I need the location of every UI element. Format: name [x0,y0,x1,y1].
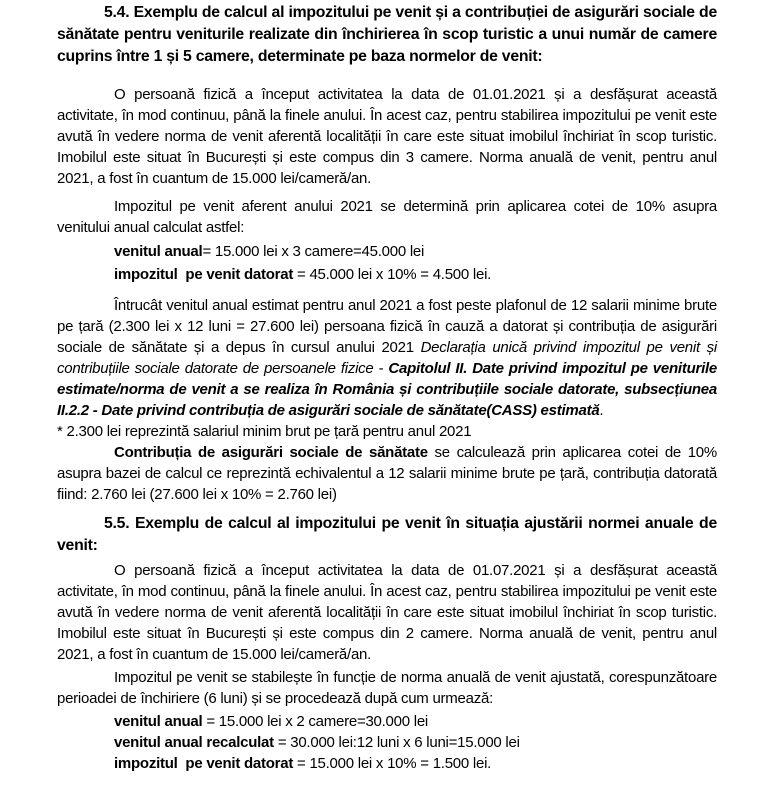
formula-label: venitul anual recalculat [114,734,274,751]
section-5-4-cass-paragraph [57,295,717,421]
section-5-5-intro-paragraph: O persoană fizică a început activitatea la data de 01.07.2021 și a desfășurat această activitate, în mod continuu, până la finele anului. În acest caz, pentru stabilirea impozitului pe venit este avută în vedere norma de venit aferentă localității în care este situat imobilul închiriat în scop turistic. Imobilul este situat în București și este compus din 2 camere. Norma anuală de venit, pentru anul 2021, a fost în cuantum de 15.000 lei/cameră/an. [57,562,717,663]
cass-declaration-title: Declarația unică privind impozitul pe venit și contribuțiile sociale datorate de persoanele fizice [57,339,717,377]
cass-text-normal: Întrucât venitul anual estimat pentru anul 2021 a fost peste plafonul de 12 salarii minime brute pe țară (2.300 lei x 12 luni = 27.600 lei) persoana fizică în cauză a datorat și contribuția de asigurări sociale de sănătate și a depus în cursul anului 2021 [57,297,717,356]
cass-contribution-text: se calculează prin aplicarea cotei de 10% asupra bazei de calcul ce reprezintă echivalentul a 12 salarii minime brute pe țară, contribuția datorată fiind: 2.760 lei (27.600 lei x 10% = 2.760 lei) [57,444,717,503]
section-5-5-tax-paragraph: Impozitul pe venit se stabilește în funcție de norma anuală de venit ajustată, corespunzătoare perioadei de închiriere (6 luni) și se procedează după cum urmează: [57,669,717,707]
formula-value: = 15.000 lei x 3 camere=45.000 lei [202,243,425,260]
section-5-5-heading: 5.5. Exemplu de calcul al impozitului pe venit în situația ajustării normei anuale de venit: [57,515,717,554]
section-5-4-tax-paragraph: Impozitul pe venit aferent anului 2021 se determină prin aplicarea cotei de 10% asupra venitului anual calculat astfel: [57,198,717,236]
formula-venit-recalculat-5-5 [114,732,717,753]
formula-venit-anual-5-4 [114,240,717,263]
cass-period: . [599,402,604,419]
formula-label: impozitul pe venit datorat [114,266,294,283]
formula-value: = 15.000 lei x 2 camere=30.000 lei [202,713,429,730]
formula-impozit-datorat-5-4 [114,263,717,286]
cass-chapter-reference: Capitolul II. Date privind impozitul pe veniturile estimate/norma de venit a se realiza în România și contribuțiile sociale datorate, subsecțiunea II.2.2 - Date privind contribuția de asigurări sociale de sănătate(CASS) estimată [57,360,717,419]
formula-label: venitul anual [114,243,203,260]
formula-value: = 15.000 lei x 10% = 1.500 lei. [293,755,492,772]
formula-venit-anual-5-5 [114,711,717,732]
formula-label: impozitul pe venit datorat [114,755,294,772]
cass-separator: - [373,360,389,377]
formula-value: = 45.000 lei x 10% = 4.500 lei. [293,266,492,283]
formula-label: venitul anual [114,713,203,730]
formula-impozit-datorat-5-5 [114,753,717,774]
section-5-4-calc-paragraph [57,442,717,505]
section-5-4-heading: 5.4. Exemplu de calcul al impozitului pe venit și a contribuției de asigurări sociale de sănătate pentru veniturile realizate din închirierea în scop turistic a unui număr de camere cuprins între 1 și 5 camere, determinate pe baza normelor de venit: [57,4,717,65]
cass-contribution-label: Contribuția de asigurări sociale de sănătate [114,444,428,461]
minimum-wage-footnote: * 2.300 lei reprezintă salariul minim brut pe țară pentru anul 2021 [57,423,472,440]
section-5-4-intro-paragraph: O persoană fizică a început activitatea la data de 01.01.2021 și a desfășurat această activitate, în mod continuu, până la finele anului. În acest caz, pentru stabilirea impozitului pe venit este avută în vedere norma de venit aferentă localității în care este situat imobilul închiriat în scop turistic. Imobilul este situat în București și este compus din 3 camere. Norma anuală de venit, pentru anul 2021, a fost în cuantum de 15.000 lei/cameră/an. [57,86,717,187]
formula-value: = 30.000 lei:12 luni x 6 luni=15.000 lei [273,734,520,751]
